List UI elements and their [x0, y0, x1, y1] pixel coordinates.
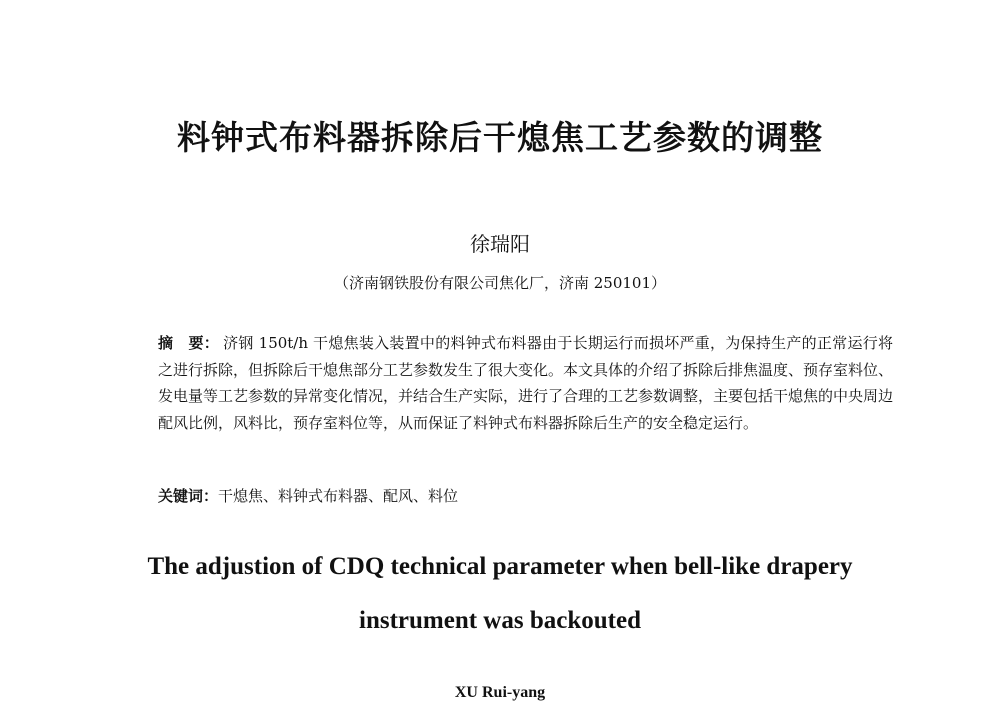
abstract-label: 摘 要： — [158, 334, 220, 352]
chinese-affiliation: （济南钢铁股份有限公司焦化厂，济南 250101） — [333, 274, 667, 292]
english-author: XU Rui-yang — [454, 684, 546, 701]
chinese-title: 料钟式布料器拆除后干熄焦工艺参数的调整 — [177, 118, 823, 157]
keywords-label: 关键词： — [158, 487, 219, 505]
chinese-author: 徐瑞阳 — [470, 232, 530, 256]
keywords-text: 干熄焦、料钟式布料器、配风、料位 — [218, 487, 459, 505]
abstract-text: 济钢 150t/h 干熄焦装入装置中的料钟式布料器由于长期运行而损坏严重，为保持生产的正常运行将之进行拆除，但拆除后干熄焦部分工艺参数发生了很大变化。本文具体的介绍了拆除后排焦温度、预存室料位、发电量等工艺参数的异常变化情况，并结合生产实际，进行了合理的工艺参数调整，主要包括干熄焦的中央周边配风比例，风料比，预存室料位等，从而保证了料钟式布料器拆除后生产的安全稳定运行。 — [158, 334, 894, 432]
english-title-line1: The adjustion of CDQ technical parameter when bell-like drapery — [147, 553, 853, 580]
chinese-keywords — [158, 485, 893, 506]
english-title-line2: instrument was backouted — [359, 607, 641, 634]
chinese-abstract — [158, 330, 893, 436]
